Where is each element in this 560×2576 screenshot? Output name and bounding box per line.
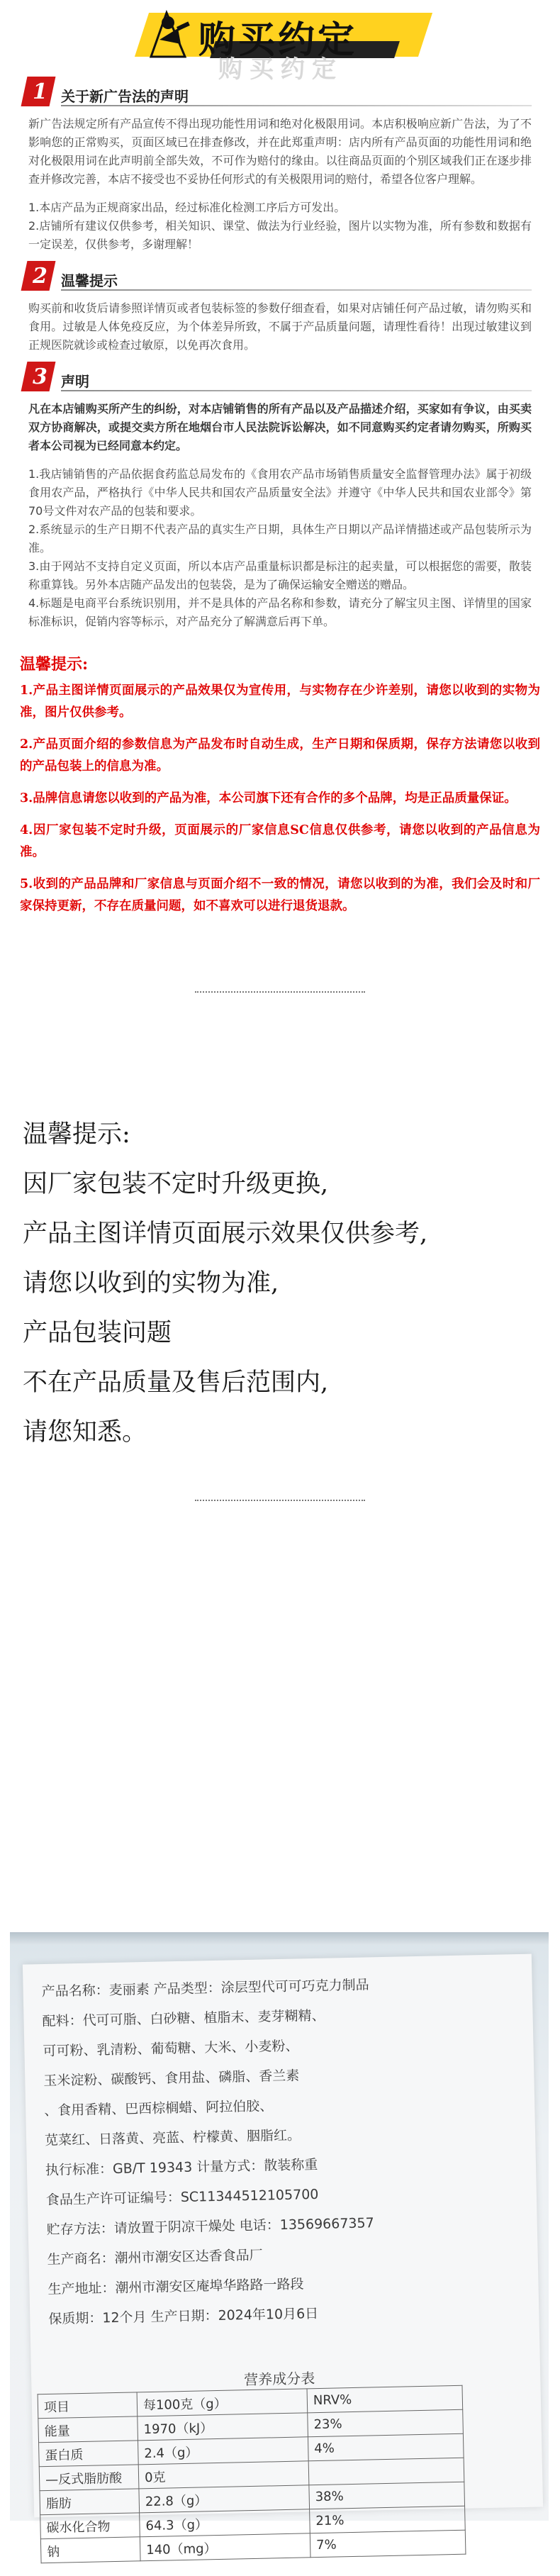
label-line: 食品生产许可证编号：SC11344512105700 (45, 2186, 319, 2208)
page-header (0, 0, 560, 84)
section-title: 关于新广告法的声明 (61, 88, 189, 105)
section-number-badge: 2 (24, 261, 54, 292)
table-row: 能量 1970（kJ） 23% (38, 2409, 464, 2443)
table-row: 蛋白质 2.4（g） 4% (39, 2433, 464, 2467)
table-row: 项目 每100克（g） NRV% (38, 2385, 463, 2419)
notice-line: 温馨提示: (23, 1120, 130, 1149)
notice-line: 产品包装问题 (23, 1319, 172, 1347)
section-warm-tips (0, 261, 560, 355)
section-number-badge: 3 (24, 362, 54, 393)
page-title: 购买约定 (198, 18, 358, 62)
red-tip-item: 4.因厂家包装不定时升级，页面展示的厂家信息SC信息仅供参考，请您以收到的产品信息为准。 (20, 823, 540, 859)
label-line: 、食用香精、巴西棕榈蜡、阿拉伯胶、 (44, 2098, 274, 2119)
label-line: 生产商名：潮州市潮安区达香食品厂 (47, 2247, 263, 2268)
section-paragraph: 凡在本店铺购买所产生的纠纷，对本店铺销售的所有产品以及产品描述介绍，买家如有争议，由买卖双方协商解决，或提交卖方所在地烟台市人民法院诉讼解决，如不同意购买约定者请勿购买，所购买者本公司视为已经同意本约定。 (28, 402, 532, 452)
label-line: 生产地址：潮州市潮安区庵埠华路路一路段 (47, 2276, 304, 2297)
list-item: 1.我店铺销售的产品依据食药监总局发布的《食用农产品市场销售质量安全监督管理办法》属于初级食用农产品，严格执行《中华人民共和国农产品质量安全法》并遵守《中华人民共和国农业部令》第70号文件对农产品的包装和要求。 (28, 467, 532, 518)
section-header (21, 77, 532, 109)
notice-line: 请您知悉。 (23, 1418, 147, 1446)
notice-line: 不在产品质量及售后范围内, (23, 1368, 329, 1397)
label-line: 配料：代可可脂、白砂糖、植脂末、麦芽糊精、 (42, 2007, 325, 2030)
section-title: 声明 (61, 373, 89, 390)
section-title: 温馨提示 (61, 272, 118, 289)
red-tips-block (0, 652, 560, 918)
label-line: 执行标准：GB/T 19343 计量方式：散装称重 (45, 2156, 318, 2178)
dotted-divider (195, 1500, 365, 1501)
section-paragraph: 新广告法规定所有产品宣传不得出现功能性用词和绝对化极限用词。本店积极响应新广告法，为了不影响您的正常购买，页面区域已在排查修改，并在此郑重声明：店内所有产品页面的功能性用词和绝对化极限用词在此声明前全部失效，不可作为赔付的缘由。以往商品页面的个别区域我们正在逐步排查并修改完善，本店不接受也不妥协任何形式的有关极限用词的赔付，希望各位客户理解。 (28, 117, 532, 186)
section-paragraph: 2.店铺所有建议仅供参考，相关知识、课堂、做法为行业经验，图片以实物为准，所有参数和数据有一定误差，仅供参考，多谢理解！ (28, 219, 532, 251)
label-line: 玉米淀粉、碳酸钙、食用盐、磷脂、香兰素 (43, 2068, 300, 2090)
section-declaration (0, 362, 560, 631)
section-paragraph: 1.本店产品为正规商家出品，经过标准化检测工序后方可发出。 (28, 201, 346, 214)
label-line: 可可粉、乳清粉、葡萄糖、大米、小麦粉、 (43, 2038, 299, 2060)
section-divider (61, 105, 532, 106)
table-row: 钠 140（mg） 7% (40, 2530, 466, 2563)
label-line: 贮存方法：请放置于阴凉干燥处 电话：13569667357 (46, 2215, 374, 2238)
red-tips-title: 温馨提示: (20, 655, 89, 674)
table-row: 碳水化合物 64.3（g） 21% (40, 2506, 466, 2539)
nutrition-table (38, 2385, 466, 2564)
notice-line: 因厂家包装不定时升级更换, (23, 1170, 329, 1198)
section-number-badge: 1 (24, 77, 54, 108)
list-item: 3.由于网站不支持自定义页面，所以本店产品重量标识都是标注的起卖量，可以根据您的需要，散装称重算钱。另外本店随产品发出的包装袋，是为了确保运输安全赠送的赠品。 (28, 559, 532, 591)
package-update-notice (0, 1110, 560, 1457)
label-line: 苋菜红、日落黄、亮蓝、柠檬黄、胭脂红。 (44, 2127, 301, 2149)
label-line: 保质期：12个月 生产日期：2024年10月6日 (48, 2305, 319, 2327)
red-tip-item: 3.品牌信息请您以收到的产品为准，本公司旗下还有合作的多个品牌，均是正品质量保证。 (20, 791, 517, 805)
section-header (21, 362, 532, 394)
notice-line: 产品主图详情页面展示效果仅供参考, (23, 1220, 428, 1248)
list-item: 2.系统显示的生产日期不代表产品的真实生产日期，具体生产日期以产品详情描述或产品包装所示为准。 (28, 523, 532, 554)
section-ad-law-statement (0, 77, 560, 254)
header-shadow-title: 购买约定 (218, 55, 343, 84)
section-divider (61, 289, 532, 291)
red-tip-item: 1.产品主图详情页面展示的产品效果仅为宣传用，与实物存在少许差别，请您以收到的实物为准，图片仅供参考。 (20, 684, 540, 720)
package-label (23, 1954, 543, 2560)
section-header (21, 261, 532, 294)
table-row: 脂肪 22.8（g） 38% (40, 2482, 465, 2515)
notice-line: 请您以收到的实物为准, (23, 1269, 279, 1298)
label-line: 产品名称：麦丽素 产品类型：涂层型代可可巧克力制品 (41, 1977, 369, 2000)
red-tip-item: 5.收到的产品品牌和厂家信息与页面介绍不一致的情况，请您以收到的为准，我们会及时和厂家保持更新，不存在质量问题，如不喜欢可以进行退货退款。 (20, 877, 540, 913)
list-item: 4.标题是电商平台系统识别用，并不是具体的产品名称和参数，请充分了解宝贝主图、详情里的国家标准标识，促销内容等标示，对产品充分了解满意后再下单。 (28, 596, 532, 628)
nutrition-table-title: 营养成分表 (243, 2370, 315, 2389)
table-row: —反式脂肪酸 0克 (39, 2458, 464, 2491)
megaphone-person-icon (145, 7, 195, 60)
red-tip-item: 2.产品页面介绍的参数信息为产品发布时自动生成，生产日期和保质期，保存方法请您以收到的产品包装上的信息为准。 (20, 737, 540, 774)
section-paragraph: 购买前和收货后请参照详情页或者包装标签的参数仔细查看，如果对店铺任何产品过敏，请勿购买和食用。过敏是人体免疫反应，为个体差异所致，不属于产品质量问题，请理性看待！出现过敏建议到正规医院就诊或检查过敏原，以免再次食用。 (28, 301, 532, 352)
section-divider (61, 390, 532, 391)
package-label-photo (10, 1932, 549, 2560)
